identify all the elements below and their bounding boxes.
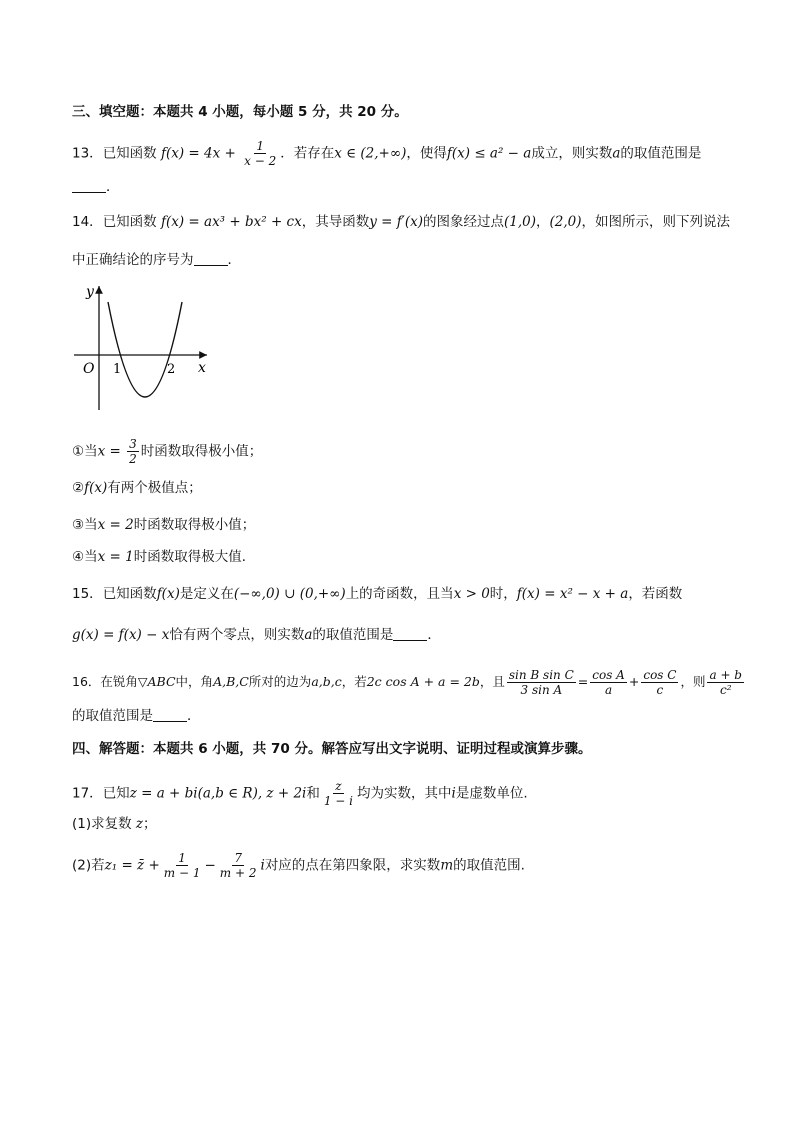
tick-label-1: 1 [113,362,122,377]
question-15: 15．已知函数f(x)是定义在(−∞,0) ∪ (0,+∞)上的奇函数，且当x > 0时，f(x) = x² − x + a，若函数 [72,586,683,602]
q14-line2: 中正确结论的序号为 ． [72,252,241,268]
q16-number: 16． [72,674,101,689]
section-4-header: 四、解答题：本题共 6 小题，共 70 分。解答应写出文字说明、证明过程或演算步骤。 [72,741,592,757]
q13-answer-line: ． [72,178,120,196]
q14-option-3: ③当x = 2时函数取得极小值； [72,517,256,533]
question-13: 13．已知函数 f(x) = 4x + $\frac{1}{x - 2}$ ．若存在x ∈ (2,+∞)，使得f(x) ≤ a² − a成立，则实数a的取值范围是 [72,139,702,168]
section-3-header: 三、填空题：本题共 4 小题，每小题 5 分，共 20 分。 [72,104,408,120]
q14-option-4: ④当x = 1时函数取得极大值． [72,549,256,565]
q14-answer-blank[interactable] [194,253,228,266]
q15-number: 15． [72,586,103,602]
q14-number: 14． [72,214,103,230]
question-14: 14．已知函数 f(x) = ax³ + bx² + cx，其导函数y = f′(x)的图象经过点(1,0)，(2,0)，如图所示，则下列说法 [72,214,730,230]
q13-fraction: $\frac{1}{x - 2}$ [244,139,277,168]
question-16: 16．在锐角▽ABC中，角A,B,C所对的边为a,b,c，若2c cos A + a = 2b，且 $\frac{\text{sin B sin C}}{\text{3 sin A}}$ = $\frac{\text{cos A}}{a}$ + $\frac{\text{cos C}}{c}$ ，则 $\frac{a + b}{\text{c²}}$ [72,668,742,697]
q17-part-1: (1)求复数 z； [72,816,157,832]
q14-option-1: ①当x = $\frac{3}{2}$ 时函数取得极小值； [72,437,263,466]
tick-label-2: 2 [167,362,176,377]
x-axis-label: x [198,360,206,376]
q14-option-2: ②f(x)有两个极值点； [72,480,202,496]
origin-label: O [83,361,95,377]
derivative-graph [72,280,222,415]
y-axis-label: y [86,284,94,300]
q15-answer-blank[interactable] [393,628,427,641]
q15-line2: g(x) = f(x) − x恰有两个零点，则实数a的取值范围是 ． [72,627,441,643]
q16-answer-blank[interactable] [153,709,187,722]
q16-line2: 的取值范围是 ． [72,708,201,724]
derivative-curve [108,302,182,397]
q17-part-2: (2)若z₁ = z̄ + $\frac{1}{m - 1}$ − $\frac{7}{m + 2}$ i对应的点在第四象限，求实数m的取值范围. [72,851,525,880]
q13-number: 13． [72,145,103,162]
q17-number: 17． [72,785,103,802]
question-17: 17．已知z = a + bi(a,b ∈ R), z + 2i和 $\frac{z}{1 - i}$ 均为实数，其中i是虚数单位. [72,779,528,808]
q13-answer-blank[interactable] [72,180,106,193]
